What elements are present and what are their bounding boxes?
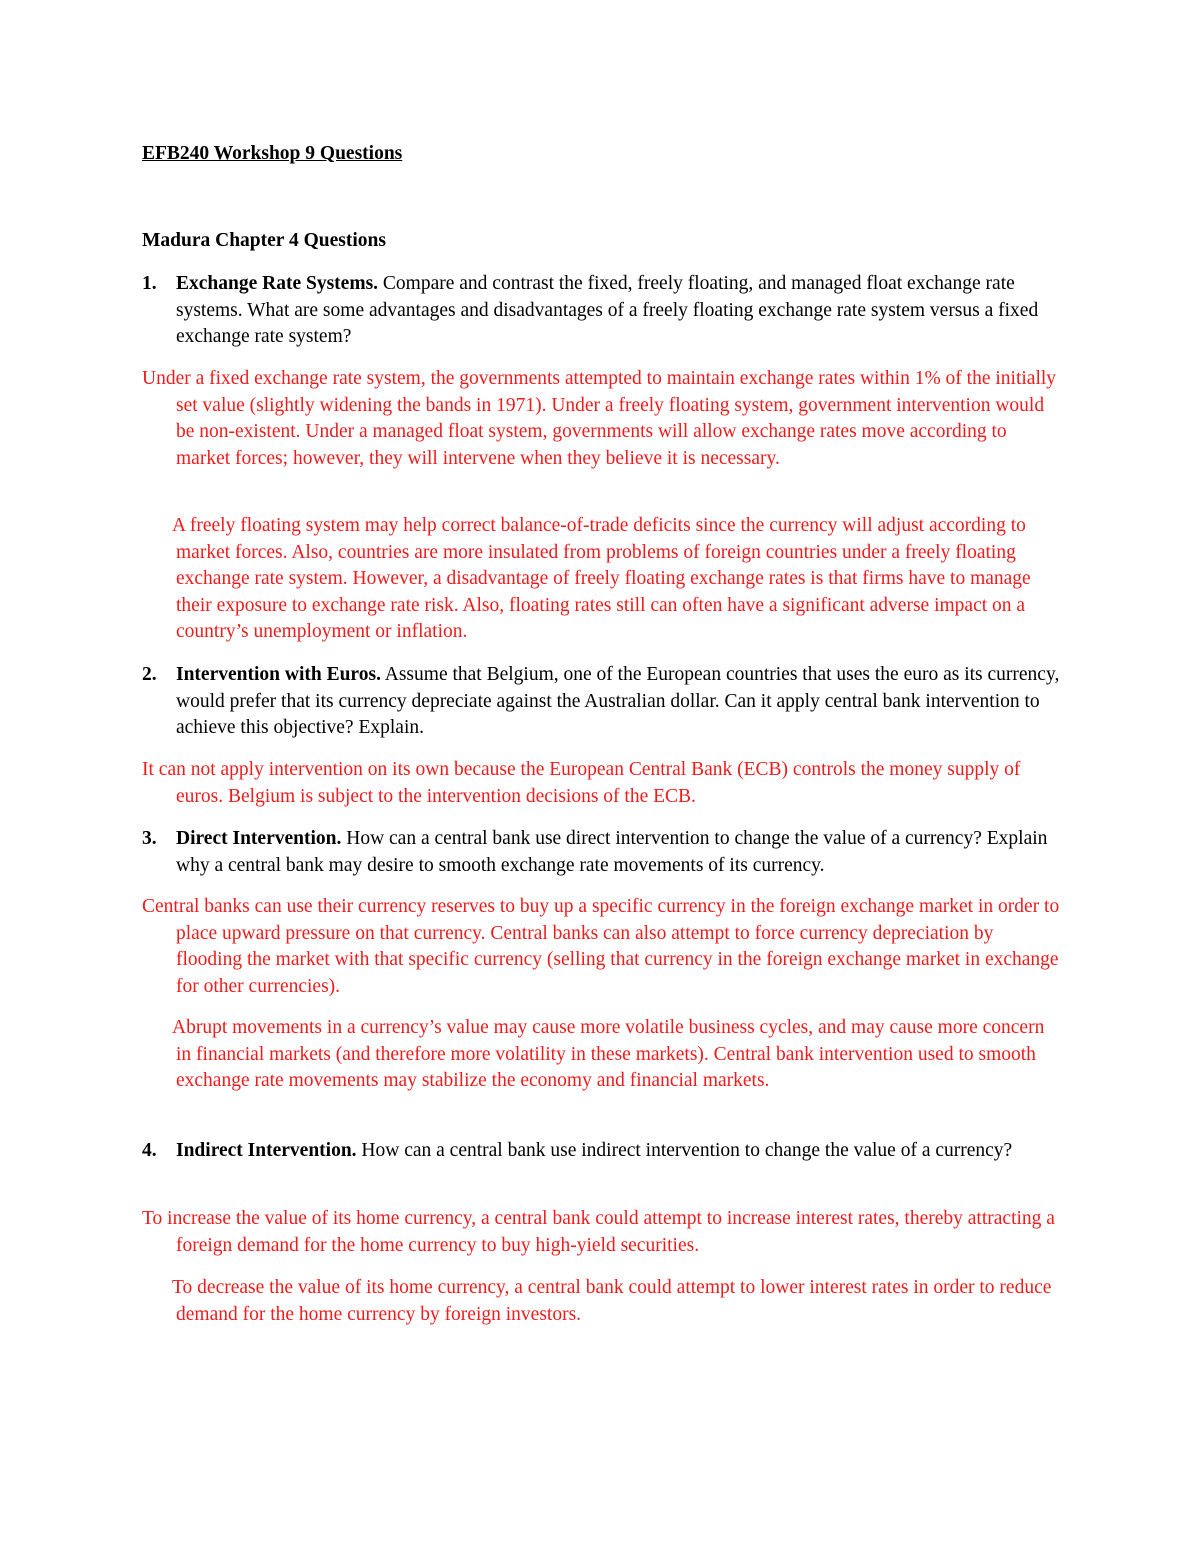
answer-3b: Abrupt movements in a currency’s value may cause more volatile business cycles, and may cause more concern in financial markets (and therefore more volatility in these markets). Central bank intervention used to smooth exchange rate movements may stabilize the economy and financial markets. [172, 1017, 1045, 1091]
answer-1a: Under a fixed exchange rate system, the governments attempted to maintain exchange rates within 1% of the initially set value (slightly widening the bands in 1971). Under a freely floating system, government intervention would be non-existent. Under a managed float system, governments will allow exchange rates move according to market forces; however, they will intervene when they believe it is necessary. [142, 368, 1057, 469]
question-number: 3. [142, 828, 157, 849]
answer-3a: Central banks can use their currency reserves to buy up a specific currency in the foreign exchange market in order to place upward pressure on that currency. Central banks can also attempt to force currency depreciation by flooding the market with that specific currency (selling that currency in the foreign exchange market in exchange for other currencies). [142, 896, 1060, 997]
question-heading: Intervention with Euros. [176, 664, 381, 685]
answer-4b: To decrease the value of its home currency, a central bank could attempt to lower interest rates in order to reduce demand for the home currency by foreign investors. [172, 1277, 1052, 1325]
question-heading: Indirect Intervention. [176, 1140, 357, 1161]
question-text: How can a central bank use direct intervention to change the value of a currency? Explain why a central bank may desire to smooth exchange rate movements of its currency. [176, 828, 1048, 876]
question-3 [142, 826, 1062, 879]
question-text: Assume that Belgium, one of the European countries that uses the euro as its currency, would prefer that its currency depreciate against the Australian dollar. Can it apply central bank intervention to achieve this objective? Explain. [176, 664, 1060, 738]
question-number: 2. [142, 664, 157, 685]
question-1 [142, 271, 1062, 351]
document-title: EFB240 Workshop 9 Questions [142, 143, 403, 164]
answer-1b: A freely floating system may help correct balance-of-trade deficits since the currency will adjust according to market forces. Also, countries are more insulated from problems of foreign countries under a freely floating exchange rate system. However, a disadvantage of freely floating exchange rates is that firms have to manage their exposure to exchange rate risk. Also, floating rates still can often have a significant adverse impact on a country’s unemployment or inflation. [172, 515, 1031, 642]
question-text: How can a central bank use indirect intervention to change the value of a currency? [361, 1140, 1013, 1161]
question-number: 1. [142, 273, 157, 294]
answer-2a: It can not apply intervention on its own because the European Central Bank (ECB) controls the money supply of euros. Belgium is subject to the intervention decisions of the ECB. [142, 759, 1021, 807]
answer-4a: To increase the value of its home currency, a central bank could attempt to increase interest rates, thereby attracting a foreign demand for the home currency to buy high-yield securities. [142, 1208, 1055, 1256]
question-2 [142, 662, 1062, 742]
question-heading: Direct Intervention. [176, 828, 342, 849]
section-title: Madura Chapter 4 Questions [142, 230, 386, 251]
question-4 [142, 1138, 1062, 1165]
question-heading: Exchange Rate Systems. [176, 273, 379, 294]
question-number: 4. [142, 1140, 157, 1161]
question-text: Compare and contrast the fixed, freely floating, and managed float exchange rate systems. What are some advantages and disadvantages of a freely floating exchange rate system versus a fixed exchange rate system? [176, 273, 1039, 347]
